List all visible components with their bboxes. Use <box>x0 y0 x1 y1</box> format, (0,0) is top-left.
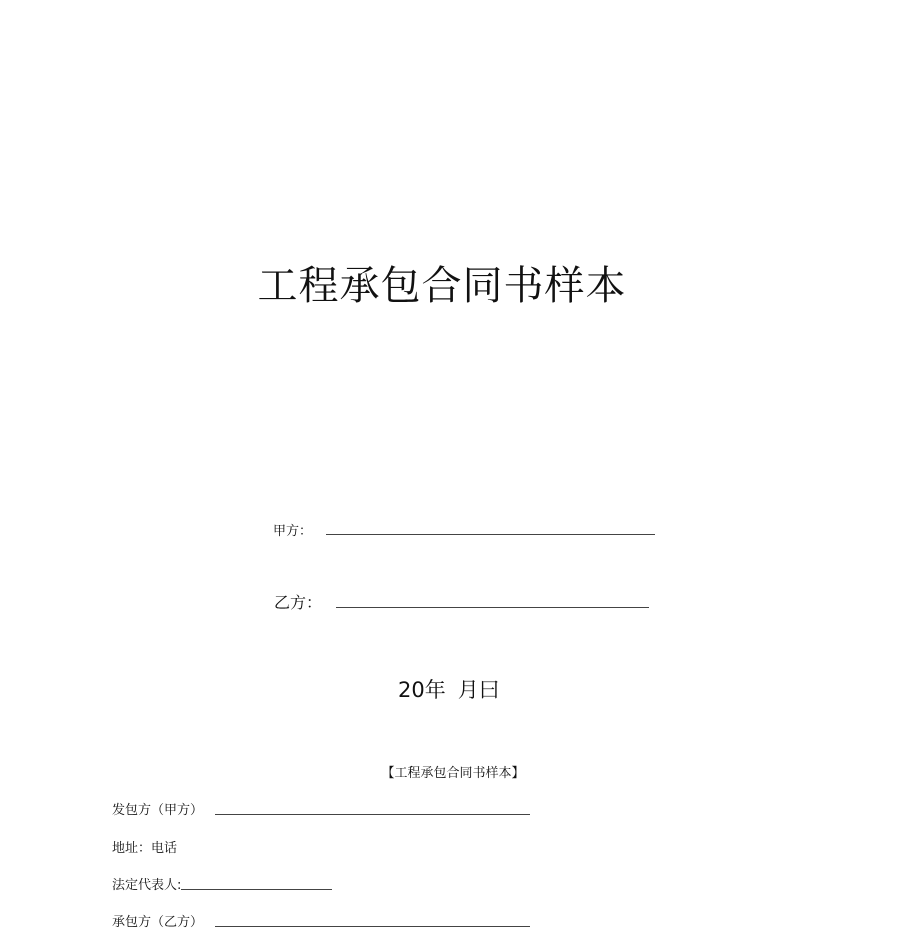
section-subtitle: 【工程承包合同书样本】 <box>381 766 525 781</box>
employer-blank <box>215 813 530 815</box>
date-year: 20年 <box>398 678 446 702</box>
party-b-blank <box>336 606 649 608</box>
contractor-label: 承包方（乙方） <box>112 915 204 930</box>
address-phone-field <box>112 837 177 856</box>
party-a-label: 甲方： <box>273 524 313 539</box>
party-a-blank <box>326 533 655 535</box>
cover-date <box>398 674 500 704</box>
address-phone-label: 地址：电话 <box>112 841 178 856</box>
party-a-line <box>273 520 655 539</box>
date-month-day: 月曰 <box>457 678 500 702</box>
legal-rep-blank <box>181 888 332 890</box>
contractor-blank <box>215 925 530 927</box>
contractor-field <box>112 911 530 930</box>
party-b-label: 乙方： <box>274 593 323 612</box>
legal-rep-field <box>112 874 332 893</box>
legal-rep-label: 法定代表人: <box>112 878 182 893</box>
party-b-line <box>274 590 649 613</box>
document-title: 工程承包合同书样本 <box>257 263 627 309</box>
employer-label: 发包方（甲方） <box>112 803 204 818</box>
employer-field <box>112 799 530 818</box>
